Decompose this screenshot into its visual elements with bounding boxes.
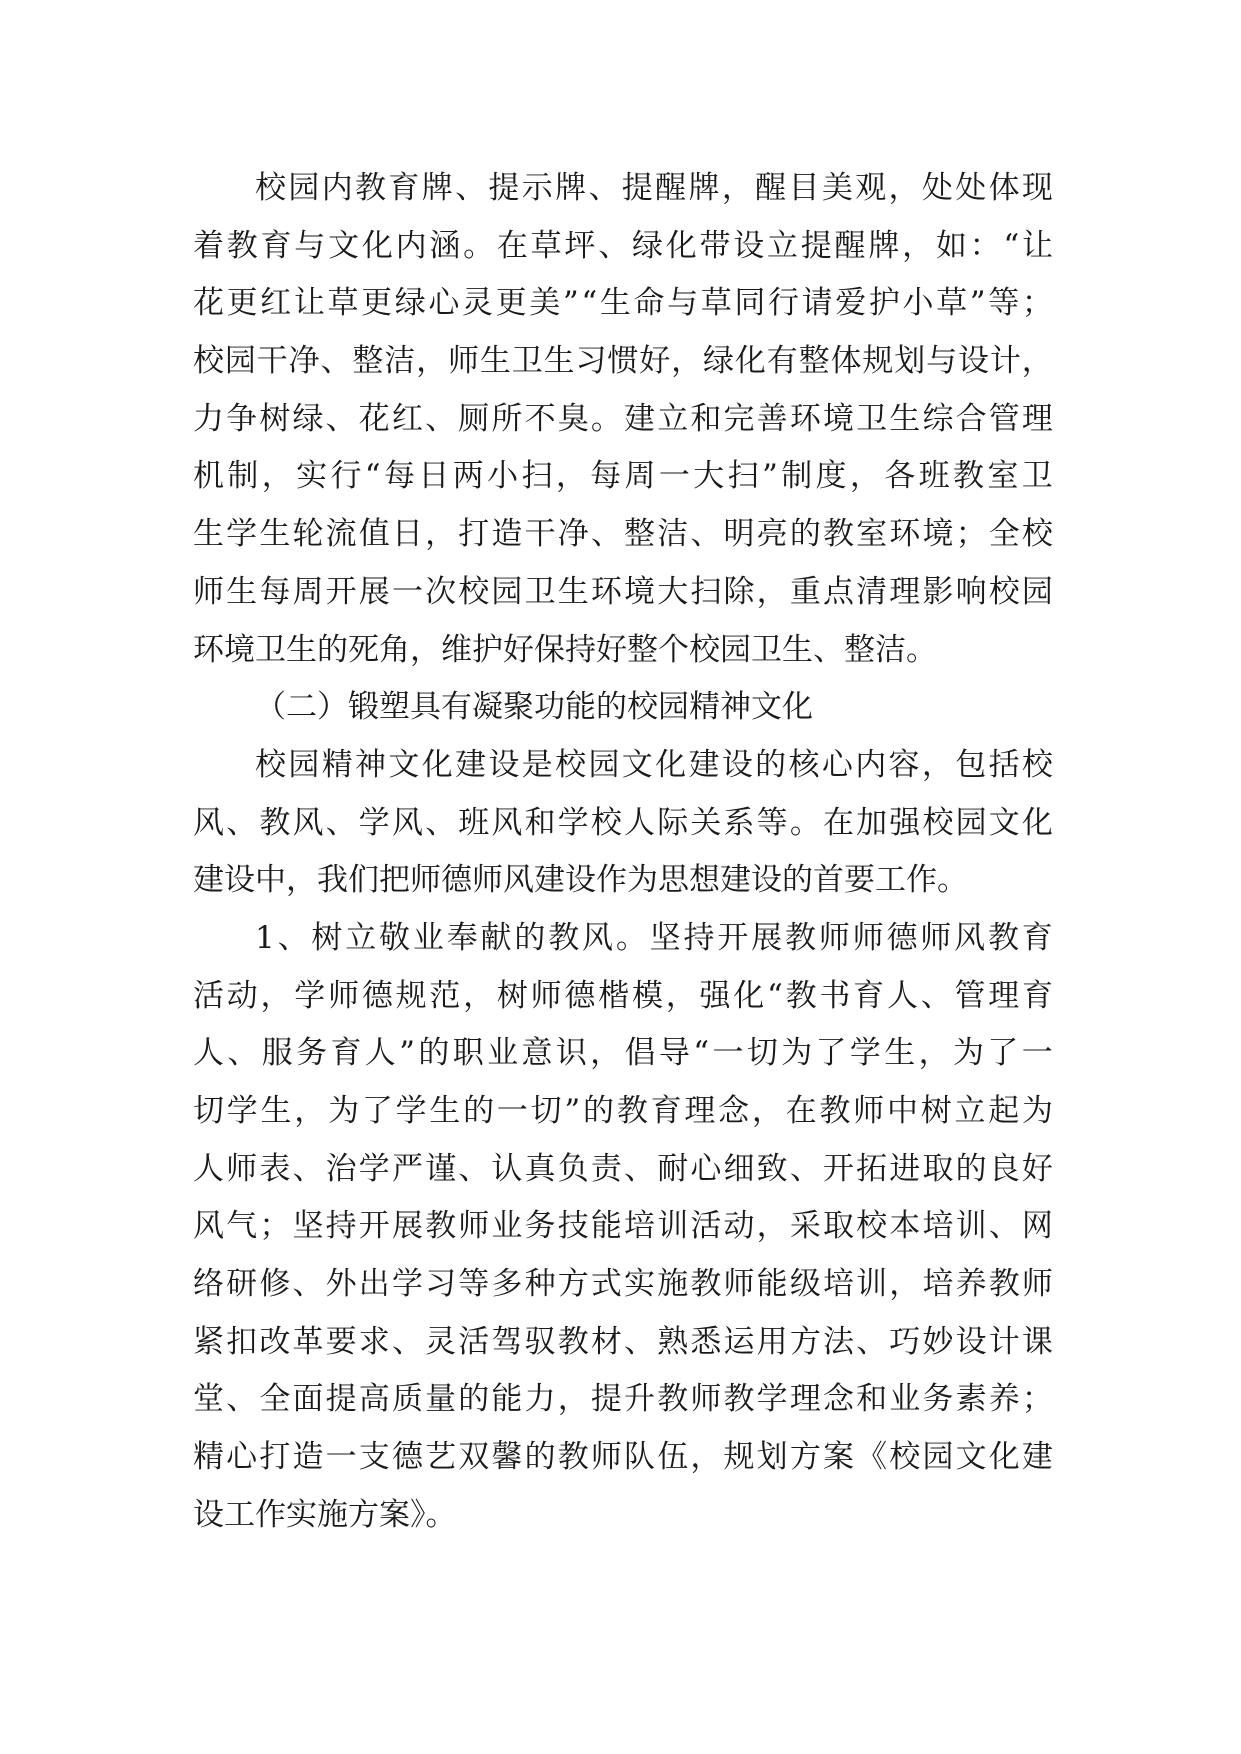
text-line: 人 、 服 务 育 人 ” 的 职 业 意 识 ， 倡 导 “ 一 切 为 了 学 生 ， 为 了 一 [193, 1035, 1053, 1072]
text-line: 建设中，我们把师德师风建设作为思想建设的首要工作。 [193, 862, 968, 899]
text-line: 师 生 每 周 开 展 一 次 校 园 卫 生 环 境 大 扫 除 ， 重 点 清 理 影 响 校 园 [193, 573, 1053, 610]
text-line: 生 学 生 轮 流 值 日 ， 打 造 干 净 、 整 洁 、 明 亮 的 教 室 环 境 ； 全 校 [193, 516, 1053, 553]
text-line: 风 、 教 风 、 学 风 、 班 风 和 学 校 人 际 关 系 等 。 在 加 强 校 园 文 化 [193, 804, 1053, 841]
text-line: 络 研 修 、 外 出 学 习 等 多 种 方 式 实 施 教 师 能 级 培 训 ， 培 养 教 师 [193, 1266, 1053, 1303]
text-line: 切 学 生 ， 为 了 学 生 的 一 切 ” 的 教 育 理 念 ， 在 教 师 中 树 立 起 为 [193, 1093, 1053, 1129]
text-line: 机 制 ， 实 行 “ 每 日 两 小 扫 ， 每 周 一 大 扫 ” 制 度 ， 各 班 教 室 卫 [193, 458, 1053, 495]
text-line: 风 气 ； 坚 持 开 展 教 师 业 务 技 能 培 训 活 动 ， 采 取 校 本 培 训 、 网 [193, 1208, 1053, 1245]
section-heading: （二）锻塑具有凝聚功能的校园精神文化 [255, 689, 813, 726]
text-line: 活 动 ， 学 师 德 规 范 ， 树 师 德 楷 模 ， 强 化 “ 教 书 育 人 、 管 理 育 [193, 977, 1053, 1014]
text-line: 力 争 树 绿 、 花 红 、 厕 所 不 臭 。 建 立 和 完 善 环 境 卫 生 综 合 管 理 [193, 400, 1053, 437]
text-line: 堂 、 全 面 提 高 质 量 的 能 力 ， 提 升 教 师 教 学 理 念 和 业 务 素 养 ； [193, 1381, 1053, 1418]
text-line: 紧 扣 改 革 要 求 、 灵 活 驾 驭 教 材 、 熟 悉 运 用 方 法 、 巧 妙 设 计 课 [193, 1323, 1053, 1360]
text-line: 花 更 红 让 草 更 绿 心 灵 更 美 ” “ 生 命 与 草 同 行 请 爱 护 小 草 ” 等 ； [193, 285, 1053, 322]
text-line: 环境卫生的死角，维护好保持好整个校园卫生、整洁。 [193, 631, 937, 668]
text-line: 着 教 育 与 文 化 内 涵 。 在 草 坪 、 绿 化 带 设 立 提 醒 牌 ， 如 ： “ 让 [193, 227, 1053, 264]
document-body [193, 160, 1053, 1545]
text-line: 设工作实施方案》。 [193, 1496, 457, 1533]
text-line: 1 、 树 立 敬 业 奉 献 的 教 风 。 坚 持 开 展 教 师 师 德 师 风 教 育 [255, 919, 1053, 956]
text-line: 校 园 精 神 文 化 建 设 是 校 园 文 化 建 设 的 核 心 内 容 ， 包 括 校 [255, 746, 1053, 783]
text-line: 校 园 内 教 育 牌 、 提 示 牌 、 提 醒 牌 ， 醒 目 美 观 ， 处 处 体 现 [255, 170, 1053, 206]
text-line: 人 师 表 、 治 学 严 谨 、 认 真 负 责 、 耐 心 细 致 、 开 拓 进 取 的 良 好 [193, 1150, 1053, 1187]
text-line: 校 园 干 净 、 整 洁 ， 师 生 卫 生 习 惯 好 ， 绿 化 有 整 体 规 划 与 设 计 ， [193, 343, 1053, 380]
text-line: 精 心 打 造 一 支 德 艺 双 馨 的 教 师 队 伍 ， 规 划 方 案 《 校 园 文 化 建 [193, 1439, 1053, 1476]
